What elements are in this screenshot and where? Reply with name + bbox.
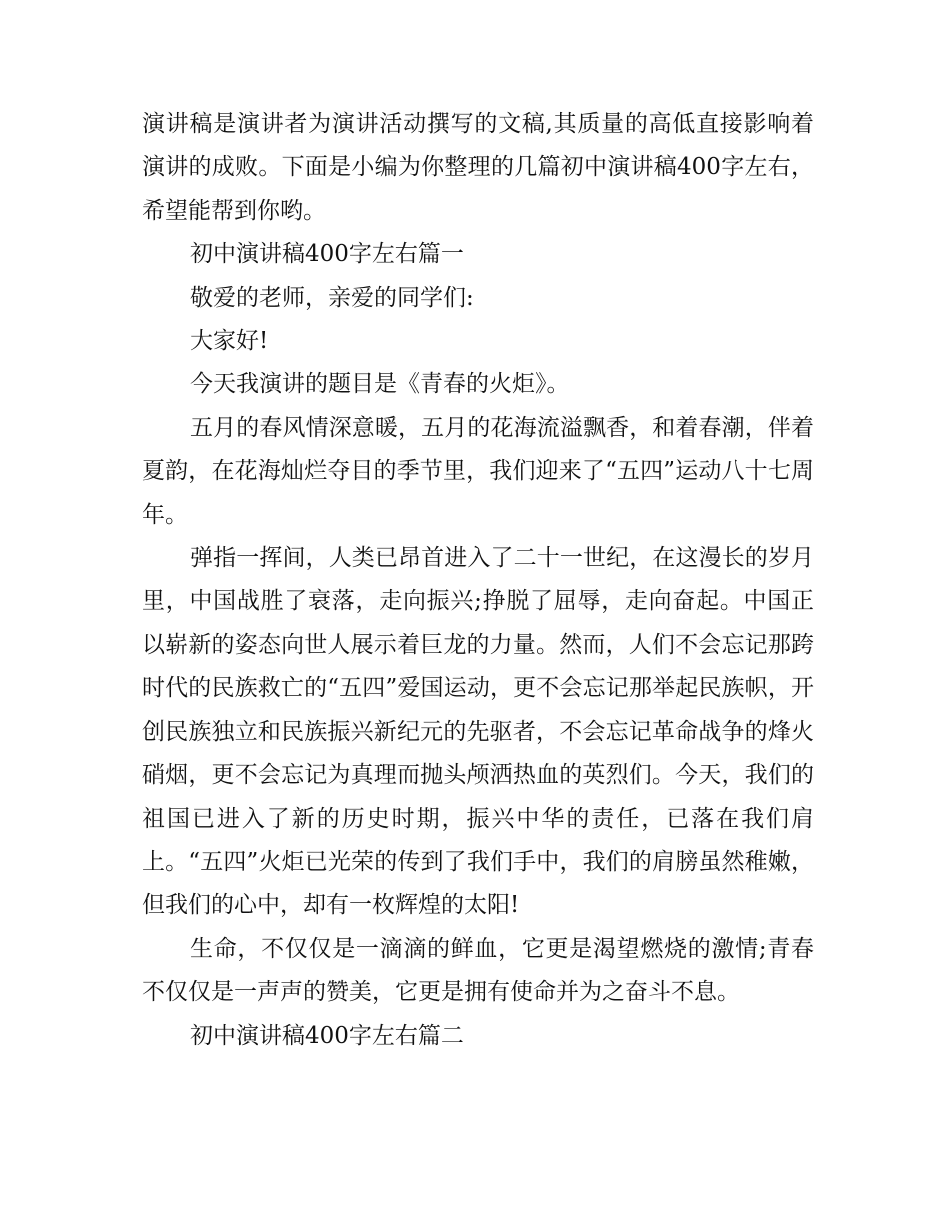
section-heading-1: 初中演讲稿400字左右篇一 xyxy=(190,241,464,268)
body-paragraph: 弹指一挥间，人类已昂首进入了二十一世纪，在这漫长的岁月里，中国战胜了衰落，走向振兴;挣脱了屈辱，走向奋起。中国正以崭新的姿态向世人展示着巨龙的力量。然而，人们不会忘记那跨时代的民族救亡的“五四”爱国运动，更不会忘记那举起民族帜，开创民族独立和民族振兴新纪元的先驱者，不会忘记革命战争的烽火硝烟，更不会忘记为真理而抛头颅洒热血的英烈们。今天，我们的祖国已进入了新的历史时期，振兴中华的责任，已落在我们肩上。“五四”火炬已光荣的传到了我们手中，我们的肩膀虽然稚嫩，但我们的心中，却有一枚辉煌的太阳! xyxy=(142,545,814,919)
greeting: 大家好! xyxy=(190,328,269,355)
body-paragraph: 五月的春风情深意暖，五月的花海流溢飘香，和着春潮，伴着夏韵，在花海灿烂夺目的季节里，我们迎来了“五四”运动八十七周年。 xyxy=(142,414,814,528)
body-paragraph: 生命，不仅仅是一滴滴的鲜血，它更是渴望燃烧的激情;青春不仅仅是一声声的赞美，它更是拥有使命并为之奋斗不息。 xyxy=(142,935,814,1006)
salutation: 敬爱的老师，亲爱的同学们: xyxy=(190,284,474,311)
section-heading-2: 初中演讲稿400字左右篇二 xyxy=(190,1022,464,1049)
document-body xyxy=(142,103,814,1058)
intro-paragraph: 演讲稿是演讲者为演讲活动撰写的文稿,其质量的高低直接影响着演讲的成败。下面是小编为你整理的几篇初中演讲稿400字左右，希望能帮到你哟。 xyxy=(142,111,814,224)
speech-topic: 今天我演讲的题目是《青春的火炬》。 xyxy=(190,371,570,398)
